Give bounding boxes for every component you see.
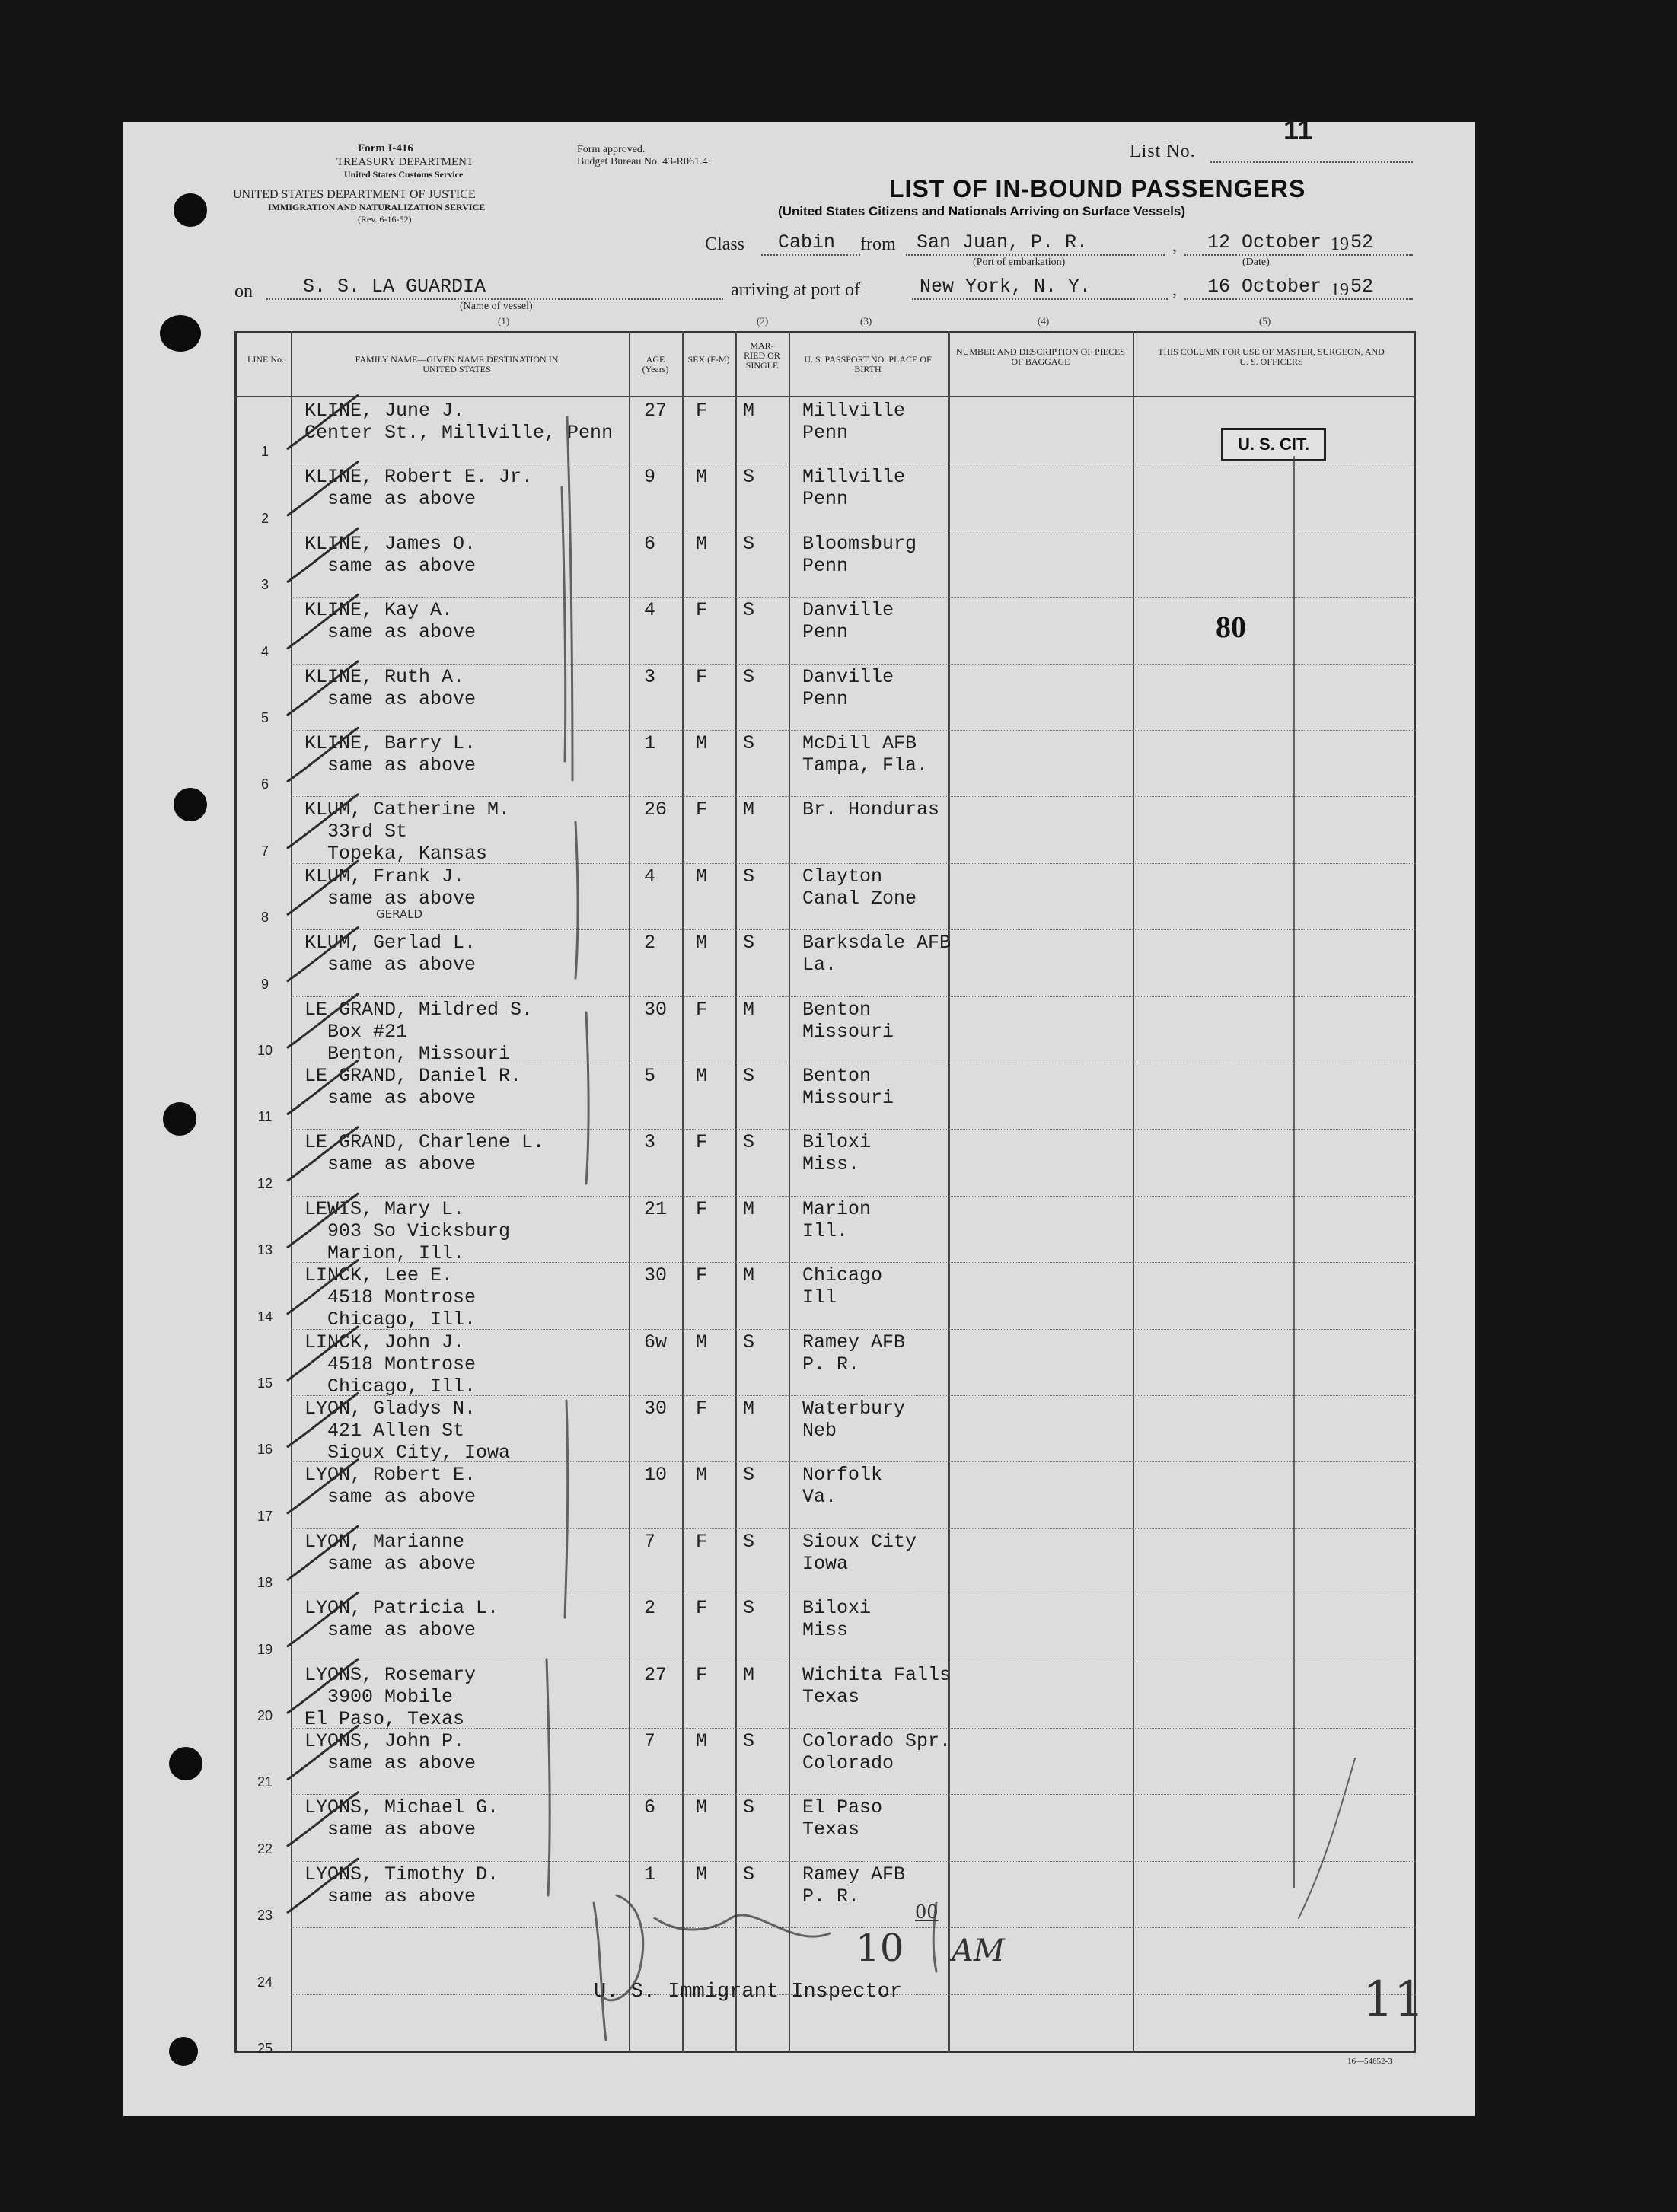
place-of-birth-line: Benton (802, 1065, 872, 1087)
marital-status-cell: S (743, 1796, 755, 1819)
passenger-name-line: LYONS, Rosemary (304, 1663, 477, 1686)
place-of-birth-line: Barksdale AFB (802, 932, 952, 955)
passenger-name-line: Sioux City, Iowa (304, 1442, 511, 1464)
place-of-birth-line: Miss (802, 1619, 849, 1642)
passenger-name-line: same as above (304, 554, 477, 577)
age-cell: 21 (644, 1197, 668, 1220)
age-cell: 7 (644, 1530, 656, 1553)
marital-status-cell: S (743, 1863, 755, 1885)
check-mark (288, 1659, 358, 1713)
passenger-name-line: Benton, Missouri (304, 1042, 511, 1065)
list-number: 11 (1283, 114, 1313, 145)
place-of-birth-line: Iowa (802, 1552, 849, 1575)
line-number: 1 (260, 444, 269, 460)
sex-cell: F (696, 1197, 708, 1220)
age-cell: 27 (644, 1663, 668, 1686)
marital-status-cell: M (743, 1197, 755, 1220)
place-of-birth-line: Va. (802, 1486, 837, 1509)
check-mark (288, 1393, 358, 1446)
passenger-name-line: same as above (304, 1486, 477, 1509)
port-of-embarkation-caption: (Port of embarkation) (973, 257, 1066, 268)
passenger-name-line: same as above (304, 1153, 477, 1176)
age-cell: 6w (644, 1331, 668, 1353)
passenger-name-line: KLINE, Kay A. (304, 599, 454, 622)
age-cell: 26 (644, 798, 668, 821)
check-mark (288, 861, 358, 914)
line-number: 6 (260, 776, 269, 792)
place-of-birth-line: Biloxi (802, 1131, 872, 1154)
embarkation-date: 12 October (1207, 231, 1322, 253)
line-number: 8 (260, 910, 269, 926)
form-number: Form I-416 (358, 142, 413, 155)
place-of-birth-line: Missouri (802, 1020, 894, 1043)
place-of-birth-line: Penn (802, 554, 849, 577)
marital-status-cell: S (743, 1065, 755, 1087)
marital-status-cell: S (743, 532, 755, 555)
us-citizen-stamp: U. S. CIT. (1221, 428, 1326, 461)
passenger-name-line: LE GRAND, Daniel R. (304, 1065, 522, 1087)
inspector-label: U. S. Immigrant Inspector (594, 1981, 903, 2003)
vessel-name: S. S. LA GUARDIA (303, 276, 486, 298)
passenger-name-line: LINCK, John J. (304, 1331, 465, 1353)
passenger-name-line: 903 So Vicksburg (304, 1219, 511, 1242)
column-header-officers: THIS COLUMN FOR USE OF MASTER, SURGEON, AND U. S. OFFICERS (1158, 346, 1385, 367)
line-number: 20 (257, 1708, 273, 1723)
passenger-name-line: KLINE, James O. (304, 532, 477, 555)
marital-status-cell: S (743, 1464, 755, 1487)
line-number: 16 (257, 1442, 273, 1458)
place-of-birth-line: Tampa, Fla. (802, 754, 929, 776)
place-of-birth-line: Millville (802, 400, 906, 422)
handwritten-correction: GERALD (376, 907, 423, 921)
place-of-birth-line: Penn (802, 488, 849, 511)
place-of-birth-line: Texas (802, 1685, 860, 1708)
line-number: 10 (257, 1043, 273, 1058)
marital-status-cell: S (743, 1597, 755, 1620)
age-cell: 3 (644, 665, 656, 688)
check-mark (288, 728, 358, 781)
passenger-name-line: KLUM, Gerlad L. (304, 932, 477, 955)
document-title: LIST OF IN-BOUND PASSENGERS (889, 175, 1306, 202)
age-cell: 1 (644, 732, 656, 754)
sex-cell: M (696, 865, 708, 888)
marital-status-cell: M (743, 998, 755, 1021)
age-cell: 10 (644, 1464, 668, 1487)
arrival-time: 10 (856, 1926, 904, 1970)
place-of-birth-line: Ramey AFB (802, 1863, 906, 1885)
column-number: (4) (1038, 315, 1050, 327)
column-header-baggage: NUMBER AND DESCRIPTION OF PIECES OF BAGGAGE (955, 346, 1126, 367)
check-mark (288, 1194, 358, 1247)
place-of-birth-line: El Paso (802, 1796, 883, 1819)
place-of-birth-line: Penn (802, 621, 849, 644)
line-number: 11 (257, 1109, 273, 1125)
sex-cell: M (696, 732, 708, 754)
check-mark (288, 462, 358, 515)
marital-status-cell: S (743, 1331, 755, 1353)
passenger-name-line: same as above (304, 954, 477, 977)
passenger-name-line: 4518 Montrose (304, 1286, 477, 1309)
check-mark (288, 1127, 358, 1181)
check-mark (288, 795, 358, 848)
place-of-birth-line: Canal Zone (802, 887, 917, 910)
place-of-birth-line: Waterbury (802, 1398, 906, 1420)
passenger-name-line: LYON, Patricia L. (304, 1597, 499, 1620)
check-mark (288, 1327, 358, 1380)
passenger-name-line: 33rd St (304, 821, 408, 843)
sex-cell: M (696, 466, 708, 489)
age-cell: 30 (644, 1264, 668, 1287)
passenger-name-line: KLUM, Catherine M. (304, 798, 511, 821)
sex-cell: F (696, 1597, 708, 1620)
marital-status-cell: M (743, 400, 755, 422)
age-cell: 4 (644, 599, 656, 622)
marital-status-cell: M (743, 1398, 755, 1420)
place-of-birth-line: Penn (802, 687, 849, 710)
place-of-birth-line: Ill. (802, 1219, 849, 1242)
line-number: 19 (257, 1641, 273, 1657)
place-of-birth-line: Neb (802, 1420, 837, 1442)
sex-cell: F (696, 599, 708, 622)
sex-cell: F (696, 998, 708, 1021)
line-number: 25 (257, 2041, 273, 2056)
treasury-department: TREASURY DEPARTMENT (336, 156, 474, 168)
passenger-name-line: KLINE, Robert E. Jr. (304, 466, 534, 489)
passenger-name-line: El Paso, Texas (304, 1707, 465, 1730)
line-number: 14 (257, 1308, 273, 1324)
place-of-birth-line: Millville (802, 466, 906, 489)
passenger-name-line: LYON, Gladys N. (304, 1398, 477, 1420)
place-of-birth-line: Br. Honduras (802, 798, 940, 821)
line-number: 13 (257, 1242, 273, 1258)
sex-cell: F (696, 1398, 708, 1420)
place-of-birth-line: Wichita Falls (802, 1663, 952, 1686)
place-of-birth-line: La. (802, 954, 837, 977)
place-of-birth-line: P. R. (802, 1353, 860, 1375)
customs-service: United States Customs Service (344, 169, 464, 180)
line-number: 18 (257, 1575, 273, 1591)
age-cell: 2 (644, 932, 656, 955)
on-label: on (234, 282, 253, 301)
line-number: 22 (257, 1841, 273, 1857)
place-of-birth-line: Danville (802, 599, 894, 622)
place-of-birth-line: Chicago (802, 1264, 883, 1287)
marital-status-cell: S (743, 1530, 755, 1553)
sex-cell: M (696, 1065, 708, 1087)
passenger-name-line: Chicago, Ill. (304, 1375, 477, 1398)
passenger-name-line: KLINE, June J. (304, 400, 465, 422)
line-number: 23 (257, 1908, 273, 1924)
sex-cell: M (696, 1730, 708, 1752)
arrival-time-meridiem: AM (952, 1933, 1005, 1968)
check-mark (288, 1726, 358, 1779)
age-cell: 4 (644, 865, 656, 888)
age-cell: 2 (644, 1597, 656, 1620)
marital-status-cell: M (743, 1663, 755, 1686)
column-number: (1) (498, 315, 510, 327)
arrival-time-minutes: 00 (915, 1901, 939, 1923)
sex-cell: F (696, 1264, 708, 1287)
sex-cell: F (696, 798, 708, 821)
place-of-birth-line: Bloomsburg (802, 532, 917, 555)
document-subtitle: (United States Citizens and Nationals Arriving on Surface Vessels) (778, 204, 1186, 218)
place-of-birth-line: Sioux City (802, 1530, 917, 1553)
column-number: (2) (757, 315, 769, 327)
arrival-date: 16 October (1207, 276, 1322, 298)
line-number: 12 (257, 1175, 273, 1191)
place-of-birth-line: Miss. (802, 1153, 860, 1176)
arrival-year: 52 (1350, 276, 1374, 298)
passenger-name-line: Marion, Ill. (304, 1241, 465, 1264)
marital-status-cell: S (743, 932, 755, 955)
check-mark (288, 595, 358, 649)
check-mark (288, 1460, 358, 1513)
check-mark (288, 528, 358, 582)
age-cell: 6 (644, 1796, 656, 1819)
line-number: 5 (260, 710, 269, 725)
line-number: 24 (257, 1974, 273, 1990)
age-cell: 9 (644, 466, 656, 489)
embarkation-year-prefix: 19 (1331, 234, 1349, 254)
budget-bureau-number: Budget Bureau No. 43-R061.4. (577, 156, 710, 167)
column-header-sex: SEX (F-M) (687, 354, 730, 365)
arriving-label: arriving at port of (731, 280, 860, 300)
place-of-birth-line: Benton (802, 998, 872, 1021)
passenger-count: 80 (1216, 610, 1246, 644)
check-mark (288, 1593, 358, 1646)
place-of-birth-line: Biloxi (802, 1597, 872, 1620)
line-number: 17 (257, 1508, 273, 1524)
marital-status-cell: S (743, 466, 755, 489)
arrival-year-prefix: 19 (1331, 280, 1349, 300)
age-cell: 6 (644, 532, 656, 555)
passenger-name-line: same as above (304, 1619, 477, 1642)
marital-status-cell: M (743, 798, 755, 821)
passenger-name-line: Center St., Millville, Penn (304, 422, 614, 444)
place-of-birth-line: Colorado Spr. (802, 1730, 952, 1752)
place-of-birth-line: McDill AFB (802, 732, 917, 754)
printer-code: 16—54652-3 (1347, 2057, 1392, 2066)
column-header-passport: U. S. PASSPORT NO. PLACE OF BIRTH (804, 354, 932, 375)
marital-status-cell: S (743, 1131, 755, 1154)
line-number: 7 (260, 843, 269, 859)
passenger-name-line: same as above (304, 1087, 477, 1109)
column-number: (3) (860, 315, 872, 327)
marital-status-cell: S (743, 665, 755, 688)
list-number-label: List No. (1130, 142, 1196, 161)
form-approved: Form approved. (577, 144, 646, 155)
passenger-name-line: KLINE, Ruth A. (304, 665, 465, 688)
passenger-name-line: same as above (304, 1885, 477, 1908)
place-of-birth-line: Texas (802, 1818, 860, 1841)
check-mark (288, 1261, 358, 1314)
place-of-birth-line: Missouri (802, 1087, 894, 1109)
embarkation-year: 52 (1350, 231, 1374, 253)
arrival-port: New York, N. Y. (920, 276, 1092, 298)
check-mark (288, 928, 358, 981)
line-number: 4 (260, 643, 269, 659)
revision-date: (Rev. 6-16-52) (358, 214, 412, 225)
age-cell: 5 (644, 1065, 656, 1087)
column-header-married: MAR- RIED OR SINGLE (744, 340, 780, 371)
sex-cell: M (696, 1796, 708, 1819)
passenger-name-line: Topeka, Kansas (304, 843, 488, 865)
line-number: 3 (260, 577, 269, 593)
line-number: 2 (260, 510, 269, 526)
marital-status-cell: M (743, 1264, 755, 1287)
place-of-birth-line: Ramey AFB (802, 1331, 906, 1353)
check-mark (288, 994, 358, 1047)
place-of-birth-line: Clayton (802, 865, 883, 888)
column-number: (5) (1259, 315, 1271, 327)
place-of-birth-line: Colorado (802, 1752, 894, 1774)
passenger-name-line: same as above (304, 621, 477, 644)
marital-status-cell: S (743, 732, 755, 754)
passenger-name-line: LE GRAND, Mildred S. (304, 998, 534, 1021)
passenger-name-line: same as above (304, 754, 477, 776)
passenger-name-line: LEWIS, Mary L. (304, 1197, 465, 1220)
sex-cell: M (696, 1863, 708, 1885)
passenger-name-line: 3900 Mobile (304, 1685, 454, 1708)
marital-status-cell: S (743, 1730, 755, 1752)
line-number: 9 (260, 976, 269, 992)
check-mark (288, 661, 358, 715)
vessel-name-caption: (Name of vessel) (460, 301, 533, 312)
passenger-name-line: same as above (304, 887, 477, 910)
sex-cell: M (696, 1464, 708, 1487)
passenger-name-line: same as above (304, 687, 477, 710)
ins-service: IMMIGRATION AND NATURALIZATION SERVICE (268, 202, 486, 212)
column-header-age: AGE (Years) (642, 354, 669, 375)
sex-cell: F (696, 1530, 708, 1553)
sex-cell: M (696, 532, 708, 555)
passenger-name-line: LE GRAND, Charlene L. (304, 1131, 545, 1154)
from-label: from (860, 234, 896, 254)
passenger-name-line: 421 Allen St (304, 1420, 465, 1442)
age-cell: 27 (644, 400, 668, 422)
passenger-name-line: LYONS, Michael G. (304, 1796, 499, 1819)
class-label: Class (705, 234, 745, 254)
passenger-name-line: same as above (304, 488, 477, 511)
passenger-name-line: Chicago, Ill. (304, 1308, 477, 1331)
passenger-name-line: LINCK, Lee E. (304, 1264, 454, 1287)
date-caption: (Date) (1242, 257, 1270, 268)
passenger-name-line: LYON, Marianne (304, 1530, 465, 1553)
line-number: 21 (257, 1774, 273, 1790)
column-header-line-no: LINE No. (247, 354, 284, 365)
age-cell: 1 (644, 1863, 656, 1885)
passenger-name-line: LYON, Robert E. (304, 1464, 477, 1487)
place-of-birth-line: Danville (802, 665, 894, 688)
sex-cell: F (696, 1131, 708, 1154)
class-value: Cabin (778, 231, 836, 253)
marital-status-cell: S (743, 865, 755, 888)
marital-status-cell: S (743, 599, 755, 622)
age-cell: 30 (644, 998, 668, 1021)
passenger-name-line: LYONS, Timothy D. (304, 1863, 499, 1885)
sex-cell: M (696, 932, 708, 955)
check-mark (288, 1859, 358, 1912)
sex-cell: F (696, 1663, 708, 1686)
justice-department: UNITED STATES DEPARTMENT OF JUSTICE (233, 188, 476, 201)
check-mark (288, 1060, 358, 1114)
passenger-name-line: Box #21 (304, 1020, 408, 1043)
check-mark (288, 1793, 358, 1846)
passenger-name-line: 4518 Montrose (304, 1353, 477, 1375)
line-number: 15 (257, 1375, 273, 1391)
sex-cell: F (696, 400, 708, 422)
check-mark (288, 1526, 358, 1579)
passenger-name-line: LYONS, John P. (304, 1730, 465, 1752)
check-mark (288, 395, 358, 448)
age-cell: 7 (644, 1730, 656, 1752)
passenger-name-line: same as above (304, 1818, 477, 1841)
place-of-birth-line: Penn (802, 422, 849, 444)
port-of-embarkation: San Juan, P. R. (917, 231, 1089, 253)
page-mark: 11 (1363, 1971, 1425, 2028)
age-cell: 30 (644, 1398, 668, 1420)
sex-cell: M (696, 1331, 708, 1353)
place-of-birth-line: Marion (802, 1197, 872, 1220)
place-of-birth-line: P. R. (802, 1885, 860, 1908)
passenger-name-line: same as above (304, 1752, 477, 1774)
place-of-birth-line: Ill (802, 1286, 837, 1309)
column-header-name: FAMILY NAME—GIVEN NAME DESTINATION IN UNITED STATES (355, 354, 559, 375)
age-cell: 3 (644, 1131, 656, 1154)
sex-cell: F (696, 665, 708, 688)
passenger-name-line: same as above (304, 1552, 477, 1575)
passenger-name-line: KLINE, Barry L. (304, 732, 477, 754)
passenger-name-line: KLUM, Frank J. (304, 865, 465, 888)
place-of-birth-line: Norfolk (802, 1464, 883, 1487)
